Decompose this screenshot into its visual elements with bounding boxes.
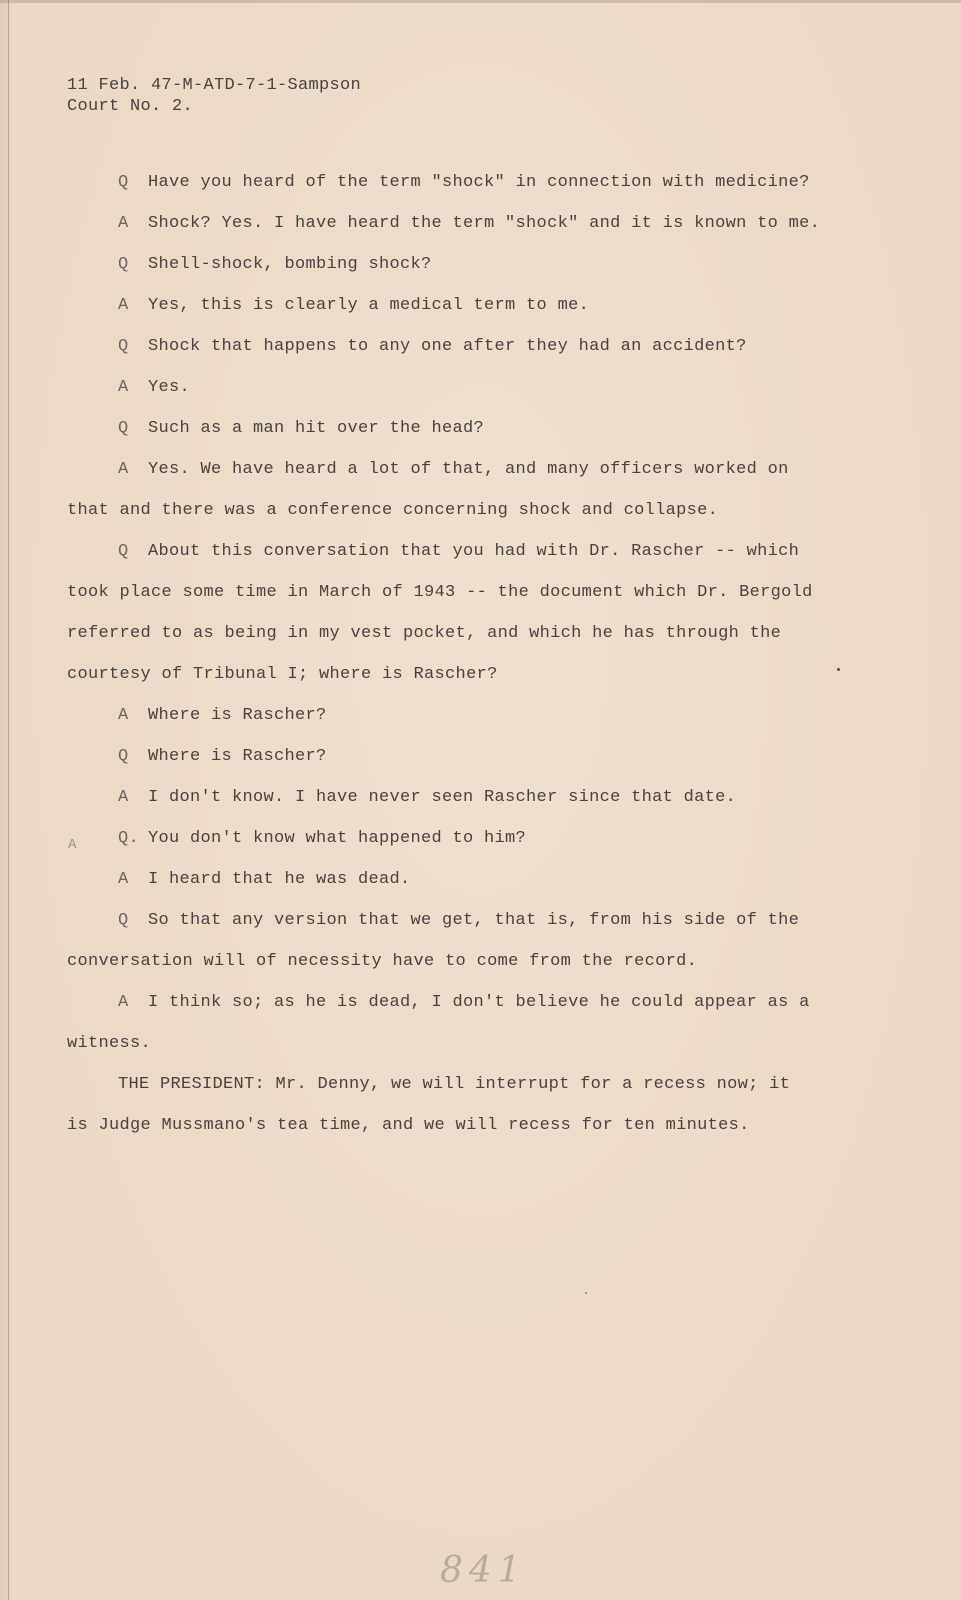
answer-continuation: that and there was a conference concerning shock and collapse.: [67, 501, 719, 520]
header-session-line: 11 Feb. 47-M-ATD-7-1-Sampson: [67, 76, 362, 95]
answer-continuation: witness.: [67, 1034, 152, 1053]
qa-text: Shock that happens to any one after they had an accident?: [148, 337, 747, 356]
qa-line: [118, 419, 484, 438]
qa-label: A: [118, 296, 129, 315]
qa-label: Q: [118, 911, 129, 930]
qa-line: [118, 706, 327, 725]
qa-label: Q: [118, 173, 129, 192]
qa-label: A: [118, 993, 129, 1012]
qa-line: [118, 829, 526, 848]
qa-label: A: [118, 460, 129, 479]
qa-label: Q: [118, 747, 129, 766]
qa-line: [118, 337, 747, 356]
paper-speck: [837, 668, 840, 671]
page-number: 841: [440, 1550, 527, 1591]
header-court-line: Court No. 2.: [67, 97, 194, 116]
paper-speck: [585, 1292, 587, 1294]
qa-text: I heard that he was dead.: [148, 870, 411, 889]
qa-text: I don't know. I have never seen Rascher since that date.: [148, 788, 737, 807]
qa-label: A: [118, 788, 129, 807]
qa-line: [118, 870, 411, 889]
page-header: [67, 75, 361, 117]
qa-text: Such as a man hit over the head?: [148, 419, 485, 438]
question-continuation: conversation will of necessity have to come from the record.: [67, 952, 698, 971]
qa-text: So that any version that we get, that is, from his side of the: [148, 911, 800, 930]
qa-label: Q: [118, 255, 129, 274]
qa-text: Where is Rascher?: [148, 706, 327, 725]
qa-text: Yes.: [148, 378, 191, 397]
qa-line: [118, 747, 327, 766]
qa-text: Shell-shock, bombing shock?: [148, 255, 432, 274]
president-continuation: is Judge Mussmano's tea time, and we will recess for ten minutes.: [67, 1116, 750, 1135]
qa-line: [118, 173, 810, 192]
qa-line: [118, 255, 432, 274]
qa-label: Q: [118, 337, 129, 356]
qa-label: Q: [118, 542, 129, 561]
president-statement: THE PRESIDENT: Mr. Denny, we will interrupt for a recess now; it: [118, 1075, 791, 1094]
answer-paragraph: [118, 993, 810, 1012]
qa-label: A: [118, 378, 129, 397]
qa-text: You don't know what happened to him?: [148, 829, 527, 848]
qa-label: A: [118, 870, 129, 889]
qa-line: [118, 378, 190, 397]
page-left-edge: [8, 0, 9, 1600]
question-continuation: courtesy of Tribunal I; where is Rascher?: [67, 665, 498, 684]
question-continuation: took place some time in March of 1943 -- the document which Dr. Bergold: [67, 583, 813, 602]
qa-text: About this conversation that you had with Dr. Rascher -- which: [148, 542, 800, 561]
stray-typed-mark: A: [68, 837, 77, 853]
qa-label: Q.: [118, 829, 140, 848]
question-paragraph: [118, 911, 799, 930]
qa-text: Have you heard of the term "shock" in connection with medicine?: [148, 173, 810, 192]
question-paragraph: [118, 542, 799, 561]
qa-label: A: [118, 706, 129, 725]
qa-line: [118, 296, 589, 315]
qa-text: I think so; as he is dead, I don't believe he could appear as a: [148, 993, 810, 1012]
qa-line: [118, 788, 736, 807]
qa-line: [118, 460, 789, 479]
qa-text: Yes. We have heard a lot of that, and many officers worked on: [148, 460, 789, 479]
qa-text: Where is Rascher?: [148, 747, 327, 766]
page-top-edge: [0, 0, 961, 3]
qa-text: Shock? Yes. I have heard the term "shock" and it is known to me.: [148, 214, 821, 233]
qa-label: Q: [118, 419, 129, 438]
qa-line: [118, 214, 820, 233]
question-continuation: referred to as being in my vest pocket, and which he has through the: [67, 624, 782, 643]
qa-label: A: [118, 214, 129, 233]
qa-text: Yes, this is clearly a medical term to me.: [148, 296, 590, 315]
